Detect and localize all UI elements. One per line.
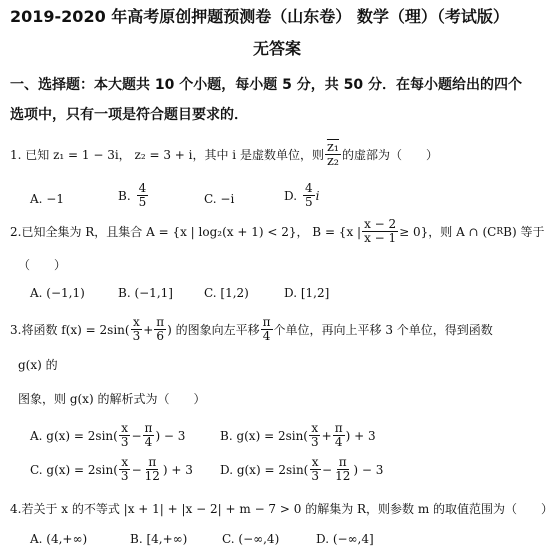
- q2-stem-c: B) 等于: [503, 225, 545, 239]
- q3-opt-a-post: ) − 3: [155, 428, 186, 443]
- q3-opt-c-d1: 3: [120, 469, 129, 483]
- q3-opt-a-n1: x: [121, 421, 129, 435]
- q1-fraction: [325, 141, 341, 168]
- q3-opt-d-post: ) − 3: [353, 462, 384, 477]
- q3-opt-c-frac2: [143, 456, 162, 483]
- section-heading-line1: 一、选择题：本大题共 10 个小题，每小题 5 分，共 50 分．在每小题给出的四个: [10, 77, 522, 93]
- q2-option-c: C. [1,2): [204, 286, 249, 300]
- q2-option-a: A. (−1,1): [30, 286, 85, 300]
- q3-line3: 图象，则 g(x) 的解析式为（ ）: [18, 392, 206, 406]
- q3-opt-a-d1: 3: [120, 435, 129, 449]
- q3-opt-d-d2: 12: [335, 469, 351, 483]
- q1-opt-d-suffix: i: [315, 188, 320, 203]
- q1-opt-d-label: D.: [284, 188, 298, 203]
- q3-opt-a-d2: 4: [144, 435, 153, 449]
- q3-frac-2: [154, 316, 166, 343]
- question-1-stem: [10, 141, 438, 168]
- q3-opt-a-pre: A. g(x) = 2sin(: [30, 428, 118, 443]
- q1-stem-b: 的虚部为（ ）: [342, 148, 439, 162]
- q3-frac-3: [261, 316, 273, 343]
- q3-opt-d-d1: 3: [311, 469, 319, 483]
- q3-f3-num: π: [262, 315, 271, 329]
- q2-fraction: [362, 218, 398, 245]
- q3-opt-d-n2: π: [338, 455, 347, 469]
- q1-stem-a: 1. 已知 z₁ = 1 − 3i， z₂ = 3 + i，其中 i 是虚数单位，则: [10, 148, 324, 162]
- q4-option-c: C. (−∞,4): [222, 532, 280, 546]
- q3-opt-d-op: −: [322, 462, 333, 477]
- q3-opt-c-post: ) + 3: [162, 462, 193, 477]
- q3-f1-num: x: [132, 315, 140, 329]
- q3-option-a: [30, 422, 185, 449]
- q1-opt-b-frac: [137, 182, 149, 209]
- q3-opt-d-pre: D. g(x) = 2sin(: [220, 462, 309, 477]
- question-2-stem: [10, 218, 544, 245]
- q3-opt-b-d1: 3: [310, 435, 319, 449]
- question-3-stem: [10, 316, 493, 343]
- q3-stem-c: 个单位，再向上平移 3 个单位，得到函数: [273, 323, 493, 337]
- q3-opt-b-frac1: [309, 422, 321, 449]
- q3-opt-a-frac1: [119, 422, 131, 449]
- q1-option-d: [284, 182, 320, 209]
- q1-opt-d-num: 4: [305, 181, 313, 195]
- q1-option-a: A. −1: [30, 192, 64, 206]
- q2-stem-sub: R: [496, 226, 504, 237]
- q3-opt-b-op: +: [321, 428, 332, 443]
- section-heading-line2: 选项中，只有一项是符合题目要求的．: [10, 107, 248, 123]
- q3-f1-den: 3: [132, 329, 141, 343]
- q3-plus: +: [143, 322, 154, 337]
- q2-stem-b: ≥ 0}，则 A ∩ (C: [399, 225, 497, 239]
- q3-f2-num: π: [156, 315, 165, 329]
- q1-opt-d-frac: [303, 182, 315, 209]
- q3-opt-c-n1: x: [121, 455, 129, 469]
- q3-option-c: [30, 456, 193, 483]
- q1-option-c: C. −i: [204, 192, 235, 206]
- q3-opt-c-pre: C. g(x) = 2sin(: [30, 462, 118, 477]
- q1-option-b: [118, 182, 149, 209]
- q3-option-d: [220, 456, 383, 483]
- q2-line2: （ ）: [18, 258, 67, 272]
- q3-opt-c-frac1: [119, 456, 131, 483]
- q3-stem-a: 3.将函数 f(x) = 2sin(: [10, 323, 130, 337]
- q3-stem-b: ) 的图象向左平移: [167, 323, 260, 337]
- q3-f3-den: 4: [262, 329, 271, 343]
- q2-frac-num: x − 2: [364, 217, 397, 231]
- q1-opt-b-num: 4: [138, 181, 147, 195]
- q2-frac-den: x − 1: [364, 231, 397, 245]
- q1-opt-d-den: 5: [305, 195, 313, 209]
- exam-subtitle: 无答案: [252, 39, 301, 58]
- q3-opt-b-pre: B. g(x) = 2sin(: [220, 428, 308, 443]
- q3-f2-den: 6: [156, 329, 165, 343]
- q3-opt-b-n2: π: [334, 421, 343, 435]
- q3-frac-1: [131, 316, 143, 343]
- exam-title: 2019-2020 年高考原创押题预测卷（山东卷） 数学（理）（考试版）: [10, 7, 509, 26]
- q1-frac-num: z₁: [326, 140, 340, 155]
- q3-opt-d-frac1: [309, 456, 321, 483]
- q3-opt-c-d2: 12: [144, 469, 160, 483]
- q3-opt-b-frac2: [333, 422, 345, 449]
- q3-opt-a-op: −: [131, 428, 142, 443]
- q2-stem-a: 2.已知全集为 R，且集合 A = {x | log₂(x + 1) < 2}， B = {x |: [10, 225, 362, 239]
- q2-option-b: B. (−1,1]: [118, 286, 173, 300]
- q2-option-d: D. [1,2]: [284, 286, 330, 300]
- q3-option-b: [220, 422, 376, 449]
- q3-opt-b-post: ) + 3: [345, 428, 376, 443]
- q3-opt-a-n2: π: [144, 421, 153, 435]
- q3-opt-c-op: −: [131, 462, 142, 477]
- q3-line2: g(x) 的: [18, 358, 58, 372]
- q1-frac-den: z₂: [326, 154, 340, 169]
- q3-opt-a-frac2: [143, 422, 155, 449]
- q1-opt-b-label: B.: [118, 188, 131, 203]
- q3-opt-b-n1: x: [311, 421, 319, 435]
- q4-option-b: B. [4,+∞): [130, 532, 188, 546]
- q3-opt-b-d2: 4: [334, 435, 343, 449]
- q3-opt-c-n2: π: [148, 455, 157, 469]
- q1-opt-b-den: 5: [138, 195, 147, 209]
- q3-opt-d-n1: x: [311, 455, 319, 469]
- q4-option-a: A. (4,+∞): [30, 532, 88, 546]
- question-4-stem: 4.若关于 x 的不等式 |x + 1| + |x − 2| + m − 7 > 0 的解集为 R，则参数 m 的取值范围为（ ）: [10, 502, 554, 516]
- q4-option-d: D. (−∞,4]: [316, 532, 374, 546]
- q3-opt-d-frac2: [333, 456, 352, 483]
